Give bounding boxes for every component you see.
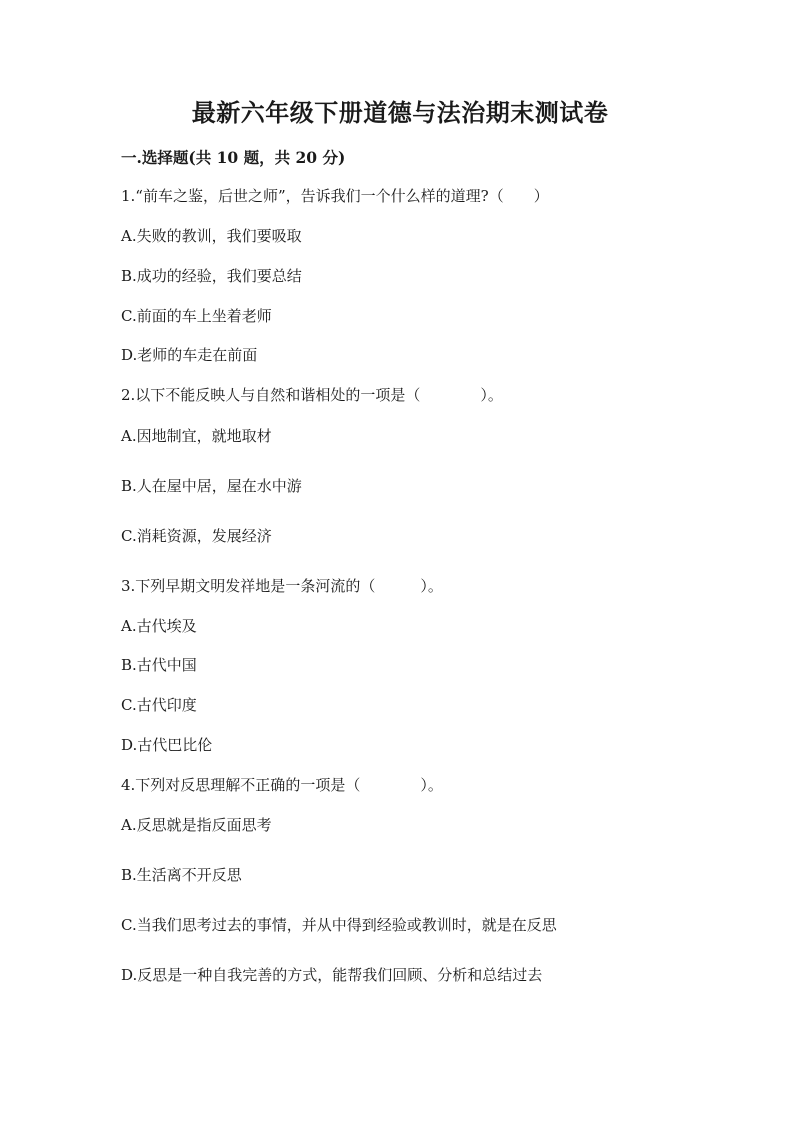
question-4-option-d: D.反思是一种自我完善的方式，能帮我们回顾、分析和总结过去 <box>121 966 543 984</box>
question-1-stem: 1.“前车之鉴，后世之师”，告诉我们一个什么样的道理?（ ） <box>121 187 549 205</box>
question-2-option-b: B.人在屋中居，屋在水中游 <box>121 477 302 495</box>
question-3-option-d: D.古代巴比伦 <box>121 736 213 754</box>
question-1-option-b: B.成功的经验，我们要总结 <box>121 267 302 285</box>
question-4-option-b: B.生活离不开反思 <box>121 866 242 884</box>
question-1-option-c: C.前面的车上坐着老师 <box>121 307 272 325</box>
question-4-stem: 4.下列对反思理解不正确的一项是（ ）。 <box>121 776 443 794</box>
question-4-option-a: A.反思就是指反面思考 <box>121 816 272 834</box>
question-1-option-a: A.失败的教训，我们要吸取 <box>121 227 302 245</box>
question-2-stem: 2.以下不能反映人与自然和谐相处的一项是（ ）。 <box>121 386 503 404</box>
question-2-option-c: C.消耗资源，发展经济 <box>121 527 272 545</box>
section-heading: 一.选择题(共 10 题，共 20 分) <box>121 148 346 167</box>
question-2-option-a: A.因地制宜，就地取材 <box>121 427 272 445</box>
question-1-option-d: D.老师的车走在前面 <box>121 346 258 364</box>
question-3-option-a: A.古代埃及 <box>121 617 197 635</box>
question-4-option-c: C.当我们思考过去的事情，并从中得到经验或教训时，就是在反思 <box>121 916 557 934</box>
question-3-stem: 3.下列早期文明发祥地是一条河流的（ ）。 <box>121 577 443 595</box>
page-title: 最新六年级下册道德与法治期末测试卷 <box>191 98 609 127</box>
question-3-option-c: C.古代印度 <box>121 696 197 714</box>
question-3-option-b: B.古代中国 <box>121 656 197 674</box>
